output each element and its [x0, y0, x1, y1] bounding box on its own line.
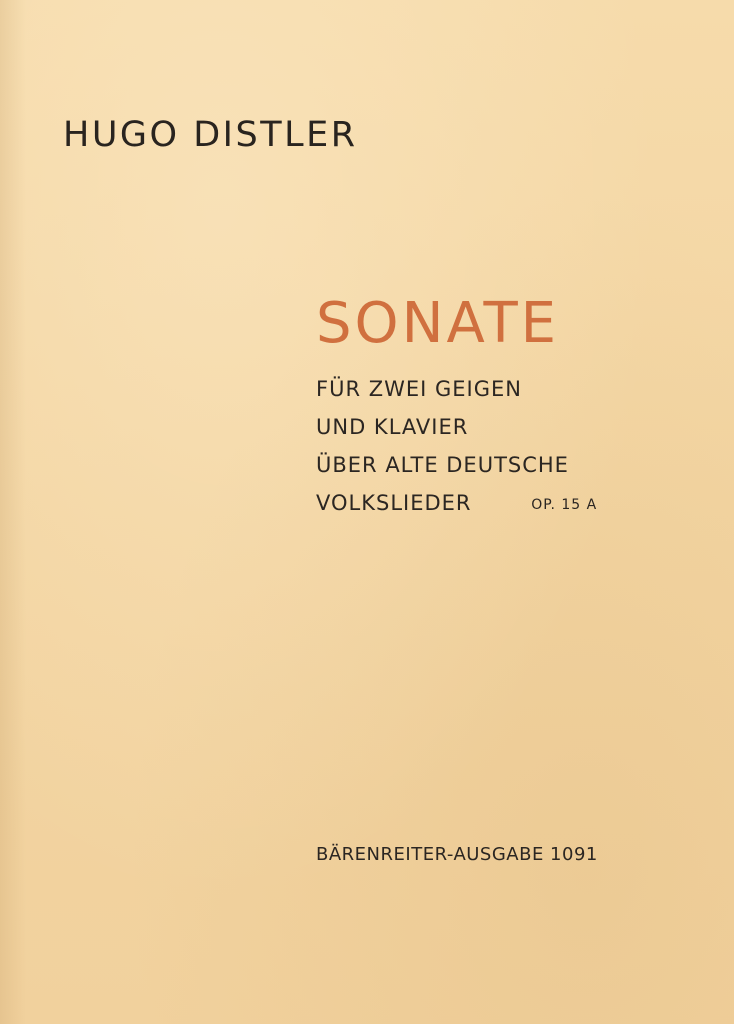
- publisher-edition: BÄRENREITER-AUSGABE 1091: [316, 844, 598, 865]
- subtitle-line-2: UND KLAVIER: [316, 415, 469, 439]
- opus-number: OP. 15 A: [531, 497, 598, 513]
- subtitle-line-1: FÜR ZWEI GEIGEN: [316, 377, 522, 401]
- composer-name: HUGO DISTLER: [63, 115, 358, 155]
- subtitle-line-4-text: VOLKSLIEDER: [316, 491, 472, 515]
- subtitle-line-4: [316, 484, 636, 524]
- work-title: SONATE: [316, 291, 560, 356]
- subtitle: [316, 370, 636, 524]
- title-block: [316, 291, 636, 524]
- subtitle-line-3: ÜBER ALTE DEUTSCHE: [316, 453, 569, 477]
